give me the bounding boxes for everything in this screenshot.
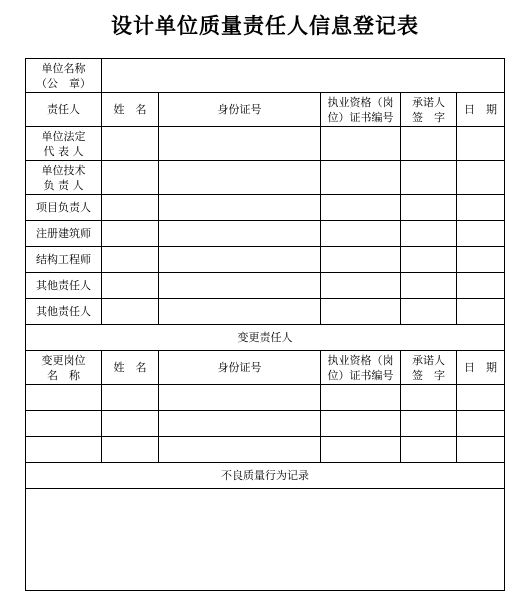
role-label: 单位法定 代 表 人	[26, 127, 102, 161]
change-row	[26, 437, 505, 463]
header-name: 姓 名	[102, 93, 159, 127]
signature-cell[interactable]	[401, 195, 457, 221]
date-cell[interactable]	[457, 411, 505, 437]
name-cell[interactable]	[102, 437, 159, 463]
signature-cell[interactable]	[401, 385, 457, 411]
name-cell[interactable]	[102, 195, 159, 221]
qualification-cell[interactable]	[321, 247, 401, 273]
position-cell[interactable]	[26, 437, 102, 463]
name-cell[interactable]	[102, 221, 159, 247]
role-label: 结构工程师	[26, 247, 102, 273]
role-label: 其他责任人	[26, 273, 102, 299]
name-cell[interactable]	[102, 385, 159, 411]
change-row	[26, 411, 505, 437]
date-cell[interactable]	[457, 195, 505, 221]
bad-record-field[interactable]	[26, 489, 505, 591]
role-label: 其他责任人	[26, 299, 102, 325]
signature-cell[interactable]	[401, 411, 457, 437]
signature-cell[interactable]	[401, 247, 457, 273]
change-section-row	[26, 325, 505, 351]
role-label: 单位技术 负 责 人	[26, 161, 102, 195]
role-row	[26, 299, 505, 325]
qualification-cell[interactable]	[321, 437, 401, 463]
name-cell[interactable]	[102, 127, 159, 161]
header-qualification: 执业资格（岗 位）证书编号	[321, 351, 401, 385]
change-row	[26, 385, 505, 411]
role-label: 项目负责人	[26, 195, 102, 221]
id-number-cell[interactable]	[159, 273, 321, 299]
id-number-cell[interactable]	[159, 437, 321, 463]
position-cell[interactable]	[26, 411, 102, 437]
unit-name-field[interactable]	[102, 59, 505, 93]
id-number-cell[interactable]	[159, 127, 321, 161]
qualification-cell[interactable]	[321, 411, 401, 437]
signature-cell[interactable]	[401, 299, 457, 325]
qualification-cell[interactable]	[321, 195, 401, 221]
signature-cell[interactable]	[401, 221, 457, 247]
unit-name-label: 单位名称 （公 章）	[26, 59, 102, 93]
qualification-cell[interactable]	[321, 385, 401, 411]
header-person: 责任人	[26, 93, 102, 127]
header-commitment: 承诺人 签 字	[401, 93, 457, 127]
header-date: 日 期	[457, 351, 505, 385]
qualification-cell[interactable]	[321, 127, 401, 161]
header-row	[26, 93, 505, 127]
signature-cell[interactable]	[401, 161, 457, 195]
date-cell[interactable]	[457, 273, 505, 299]
id-number-cell[interactable]	[159, 221, 321, 247]
name-cell[interactable]	[102, 247, 159, 273]
signature-cell[interactable]	[401, 273, 457, 299]
qualification-cell[interactable]	[321, 161, 401, 195]
header-name: 姓 名	[102, 351, 159, 385]
header-qualification: 执业资格（岗 位）证书编号	[321, 93, 401, 127]
date-cell[interactable]	[457, 437, 505, 463]
date-cell[interactable]	[457, 127, 505, 161]
change-header-row	[26, 351, 505, 385]
id-number-cell[interactable]	[159, 195, 321, 221]
role-label: 注册建筑师	[26, 221, 102, 247]
bad-record-title: 不良质量行为记录	[26, 463, 505, 489]
qualification-cell[interactable]	[321, 299, 401, 325]
id-number-cell[interactable]	[159, 411, 321, 437]
name-cell[interactable]	[102, 411, 159, 437]
role-row	[26, 221, 505, 247]
date-cell[interactable]	[457, 385, 505, 411]
date-cell[interactable]	[457, 161, 505, 195]
form-title: 设计单位质量责任人信息登记表	[111, 14, 419, 38]
header-date: 日 期	[457, 93, 505, 127]
bad-record-content-row	[26, 489, 505, 591]
change-section-title: 变更责任人	[26, 325, 505, 351]
unit-name-row	[26, 59, 505, 93]
name-cell[interactable]	[102, 299, 159, 325]
registration-table	[25, 58, 505, 591]
header-commitment: 承诺人 签 字	[401, 351, 457, 385]
role-row	[26, 247, 505, 273]
date-cell[interactable]	[457, 247, 505, 273]
position-cell[interactable]	[26, 385, 102, 411]
name-cell[interactable]	[102, 273, 159, 299]
role-row	[26, 195, 505, 221]
signature-cell[interactable]	[401, 127, 457, 161]
date-cell[interactable]	[457, 221, 505, 247]
header-id-number: 身份证号	[159, 93, 321, 127]
id-number-cell[interactable]	[159, 299, 321, 325]
header-position: 变更岗位 名 称	[26, 351, 102, 385]
bad-record-row	[26, 463, 505, 489]
role-row	[26, 161, 505, 195]
id-number-cell[interactable]	[159, 247, 321, 273]
role-row	[26, 273, 505, 299]
id-number-cell[interactable]	[159, 385, 321, 411]
date-cell[interactable]	[457, 299, 505, 325]
role-row	[26, 127, 505, 161]
id-number-cell[interactable]	[159, 161, 321, 195]
signature-cell[interactable]	[401, 437, 457, 463]
qualification-cell[interactable]	[321, 221, 401, 247]
header-id-number: 身份证号	[159, 351, 321, 385]
qualification-cell[interactable]	[321, 273, 401, 299]
name-cell[interactable]	[102, 161, 159, 195]
